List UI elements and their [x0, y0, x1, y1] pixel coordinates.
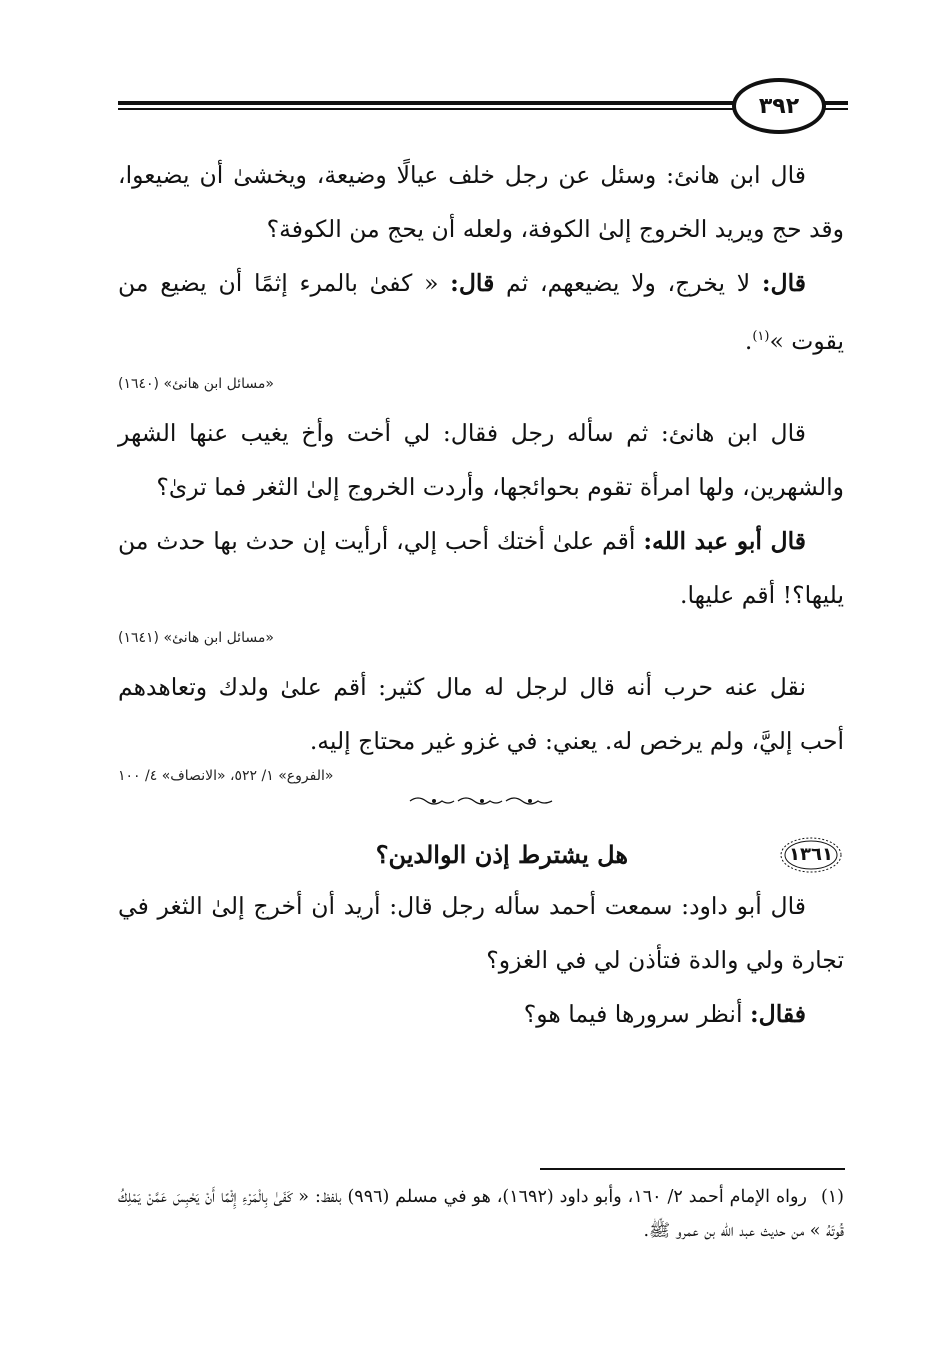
- footnote-mark: (١): [820, 1187, 844, 1207]
- source-citation-2: «مسائل ابن هانئ» (١٦٤١): [118, 629, 274, 646]
- footnote-rule: [540, 1168, 845, 1170]
- section-number: ١٣٦١: [789, 844, 833, 866]
- speaker-label-2: قال:: [450, 269, 495, 297]
- section-title: هل يشترط إذن الوالدين؟: [375, 840, 628, 870]
- paragraph-2-text: لا يخرج، ولا يضيعهم، ثم: [494, 269, 762, 297]
- paragraph-6: قال أبو داود: سمعت أحمد سأله رجل قال: أريد أن أخرج إلىٰ الثغر في تجارة ولي والدة فتأذن لي في الغزو؟: [118, 891, 844, 974]
- speaker-label: فقال:: [749, 999, 806, 1028]
- source-citation-3: «الفروع» ١/ ٥٢٢، «الانصاف» ٤/ ١٠٠: [118, 767, 334, 784]
- paragraph-4: [118, 514, 844, 622]
- paragraph-7: [118, 987, 844, 1041]
- section-heading: [118, 835, 844, 875]
- speaker-label: قال أبو عبد الله:: [643, 526, 806, 555]
- paragraph-2-quote: « كفىٰ بالمرء إثمًا أن يضيع من يقوت »: [118, 269, 844, 355]
- ornament-divider: [118, 792, 844, 811]
- section-number-badge: [778, 835, 844, 875]
- paragraph-1: قال ابن هانئ: وسئل عن رجل خلف عيالًا وضيعة، ويخشىٰ أن يضيعوا، وقد حج ويريد الخروج إلىٰ الكوفة، ولعله أن يحج من الكوفة؟: [118, 161, 844, 243]
- paragraph-2: قال: لا يخرج، ولا يضيعهم، ثم قال: « كفىٰ بالمرء إثمًا أن يضيع من يقوت »$^{(١)}$.: [118, 269, 844, 355]
- source-citation-1: «مسائل ابن هانئ» (١٦٤٠): [118, 375, 274, 392]
- paragraph-4-text: أقم علىٰ أختك أحب إلي، أرأيت إن حدث بها حدث من يليها؟! أقم عليها.: [118, 526, 844, 609]
- ornament-icon: [406, 795, 556, 807]
- paragraph-3: قال ابن هانئ: ثم سأله رجل فقال: لي أخت وأخ يغيب عنها الشهر والشهرين، ولها امرأة تقوم بحوائجها، وأردت الخروج إلىٰ الثغر فما ترىٰ؟: [118, 418, 844, 501]
- page-number: ٣٩٢: [732, 78, 826, 134]
- footnote-text: رواه الإمام أحمد ٢/ ١٦٠، وأبو داود (١٦٩٢)، هو في مسلم (٩٩٦) بلفظ: « كَفَىٰ بِالْمَرْءِ إِثْمًا أَنْ يَحْبِسَ عَمَّنْ يَمْلِكُ قُوتَهُ » من حديث عبد الله بن عمرو ﷺ.: [118, 1187, 844, 1241]
- footnote-ref: (١): [752, 329, 770, 344]
- speaker-label: قال:: [761, 269, 806, 297]
- page-header: [118, 78, 848, 130]
- footnote: [118, 1180, 844, 1248]
- paragraph-7-text: أنظر سرورها فيما هو؟: [523, 999, 750, 1028]
- paragraph-5: نقل عنه حرب أنه قال لرجل له مال كثير: أقم علىٰ ولدك وتعاهدهم أحب إليَّ، ولم يرخص له. يعني: في غزو غير محتاج إليه.: [118, 672, 844, 755]
- page-body: [118, 148, 844, 1041]
